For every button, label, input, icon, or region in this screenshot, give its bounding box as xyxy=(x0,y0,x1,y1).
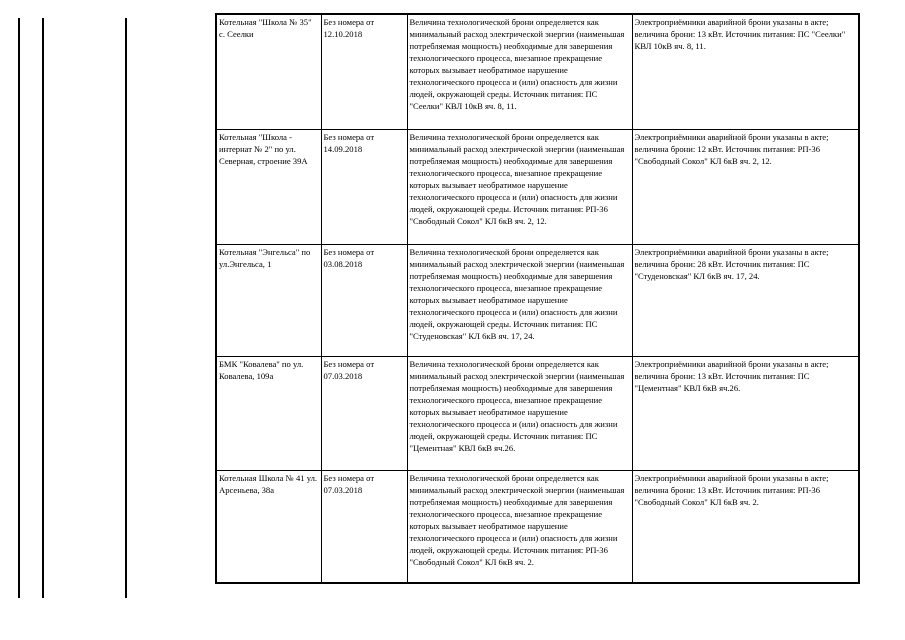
document-text: Без номера от 14.09.2018 xyxy=(323,132,375,154)
note-cell xyxy=(632,471,859,584)
column-divider-2 xyxy=(125,18,127,598)
note-cell xyxy=(632,14,859,130)
document-cell xyxy=(321,245,407,357)
table-left-border xyxy=(18,18,20,598)
description-text: Величина технологической брони определяется как минимальный расход электрической энергии (наименьшая потребляемая мощность) необходимые для завершения технологического процесса, внезапное прекращение которых вызывает необратимое нарушение технологического процесса и (или) опасность для жизни людей, окружающей среды. Источник питания: ПС "Цементная" КВЛ 6кВ яч.26. xyxy=(409,359,625,453)
description-cell xyxy=(407,471,632,584)
object-text: Котельная "Школа № 35" с. Сеелки xyxy=(219,17,312,39)
note-text: Электроприёмники аварийной брони указаны в акте; величина брони: 13 кВт. Источник питания: РП-36 "Свободный Сокол" КЛ 6кВ яч. 2. xyxy=(634,473,829,507)
table-row xyxy=(216,245,859,357)
note-text: Электроприёмники аварийной брони указаны в акте; величина брони: 12 кВт. Источник питания: РП-36 "Свободный Сокол" КЛ 6кВ яч. 2, 12. xyxy=(634,132,829,166)
description-text: Величина технологической брони определяется как минимальный расход электрической энергии (наименьшая потребляемая мощность) необходимые для завершения технологического процесса, внезапное прекращение которых вызывает необратимое нарушение технологического процесса и (или) опасность для жизни людей, окружающей среды. Источник питания: ПС "Сеелки" КВЛ 10кВ яч. 8, 11. xyxy=(409,17,625,111)
object-text: Котельная "Энгельса" по ул.Энгельса, 1 xyxy=(219,247,311,269)
description-cell xyxy=(407,245,632,357)
object-cell xyxy=(216,357,321,471)
document-cell xyxy=(321,130,407,245)
note-cell xyxy=(632,130,859,245)
note-text: Электроприёмники аварийной брони указаны в акте; величина брони: 13 кВт. Источник питания: ПС "Сеелки" КВЛ 10кВ яч. 8, 11. xyxy=(634,17,846,51)
note-text: Электроприёмники аварийной брони указаны в акте; величина брони: 13 кВт. Источник питания: ПС "Цементная" КВЛ 6кВ яч.26. xyxy=(634,359,829,393)
note-cell xyxy=(632,245,859,357)
object-text: Котельная "Школа - интернат № 2" по ул. Северная, строение 39А xyxy=(219,132,308,166)
document-cell xyxy=(321,357,407,471)
table-row xyxy=(216,471,859,584)
description-text: Величина технологической брони определяется как минимальный расход электрической энергии (наименьшая потребляемая мощность) необходимые для завершения технологического процесса, внезапное прекращение которых вызывает необратимое нарушение технологического процесса и (или) опасность для жизни людей, окружающей среды. Источник питания: РП-36 "Свободный Сокол" КЛ 6кВ яч. 2. xyxy=(409,473,625,567)
column-divider-1 xyxy=(42,18,44,598)
note-cell xyxy=(632,357,859,471)
object-cell xyxy=(216,471,321,584)
object-text: БМК "Ковалева" по ул. Ковалева, 109а xyxy=(219,359,304,381)
description-text: Величина технологической брони определяется как минимальный расход электрической энергии (наименьшая потребляемая мощность) необходимые для завершения технологического процесса, внезапное прекращение которых вызывает необратимое нарушение технологического процесса и (или) опасность для жизни людей, окружающей среды. Источник питания: РП-36 "Свободный Сокол" КЛ 6кВ яч. 2, 12. xyxy=(409,132,625,226)
document-cell xyxy=(321,471,407,584)
object-text: Котельная Школа № 41 ул. Арсеньева, 38а xyxy=(219,473,318,495)
table-row xyxy=(216,357,859,471)
table-row xyxy=(216,130,859,245)
object-cell xyxy=(216,14,321,130)
document-text: Без номера от 07.03.2018 xyxy=(323,473,375,495)
note-text: Электроприёмники аварийной брони указаны в акте; величина брони: 28 кВт. Источник питания: ПС "Студеновская" КЛ 6кВ яч. 17, 24. xyxy=(634,247,829,281)
document-cell xyxy=(321,14,407,130)
object-cell xyxy=(216,130,321,245)
document-text: Без номера от 07.03.2018 xyxy=(323,359,375,381)
description-cell xyxy=(407,357,632,471)
document-text: Без номера от 03.08.2018 xyxy=(323,247,375,269)
description-cell xyxy=(407,130,632,245)
document-text: Без номера от 12.10.2018 xyxy=(323,17,375,39)
table-row xyxy=(216,14,859,130)
object-cell xyxy=(216,245,321,357)
description-text: Величина технологической брони определяется как минимальный расход электрической энергии (наименьшая потребляемая мощность) необходимые для завершения технологического процесса, внезапное прекращение которых вызывает необратимое нарушение технологического процесса и (или) опасность для жизни людей, окружающей среды. Источник питания: ПС "Студеновская" КЛ 6кВ яч. 17, 24. xyxy=(409,247,625,341)
technological-reserve-table xyxy=(215,13,860,584)
description-cell xyxy=(407,14,632,130)
